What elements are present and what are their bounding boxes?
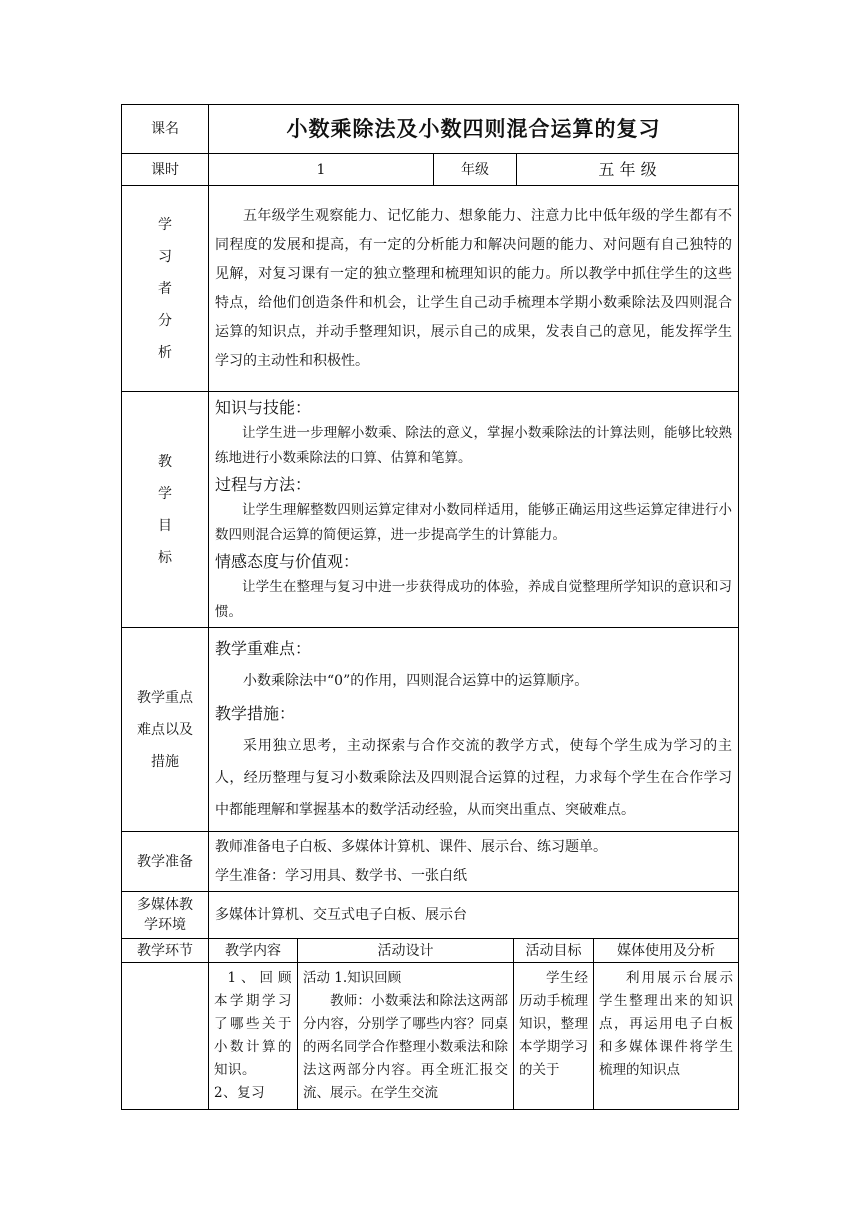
student-preparation: 学生准备：学习用具、数学书、一张白纸	[215, 867, 467, 884]
header-content: 教学内容	[209, 939, 298, 963]
activity-title: 活动 1.知识回顾	[303, 970, 402, 986]
course-label: 课名	[122, 105, 209, 154]
grade-label: 年级	[434, 154, 517, 186]
difficulty-text: 小数乘除法中“0”的作用，四则混合运算中的运算顺序。	[243, 672, 589, 689]
label-char: 学	[158, 485, 172, 502]
header-media: 媒体使用及分析	[594, 939, 739, 963]
process-table	[121, 938, 739, 1110]
activity-cell	[298, 963, 514, 1110]
environment-text: 多媒体计算机、交互式电子白板、展示台	[209, 892, 739, 939]
measures-heading: 教学措施：	[215, 703, 296, 723]
course-title: 小数乘除法及小数四则混合运算的复习	[209, 105, 739, 154]
learner-analysis-text: 五年级学生观察能力、记忆能力、想象能力、注意力比中低年级的学生都有不同程度的发展和提高，有一定的分析能力和解决问题的能力、对问题有自己独特的见解，对复习课有一定的独立整理和梳理知识的能力。所以教学中抓住学生的这些特点，给他们创造条件和机会，让学生自己动手梳理本学期小数乘除法及四则混合运算的知识点，并动手整理知识，展示自己的成果，发表自己的意见，能发挥学生学习的主动性和积极性。	[209, 186, 739, 392]
preparation-label: 教学准备	[122, 832, 209, 892]
objectives-label	[122, 392, 209, 628]
knowledge-text: 让学生进一步理解小数乘、除法的意义，掌握小数乘除法的计算法则，能够比较熟练地进行小数乘除法的口算、估算和笔算。	[215, 425, 732, 466]
goal-cell: 学生经历动手梳理知识，整理本学期学习的关于	[514, 963, 594, 1110]
key-points-label	[122, 628, 209, 832]
label-char: 教	[158, 453, 172, 470]
header-activity: 活动设计	[298, 939, 514, 963]
label-line: 措施	[151, 753, 179, 770]
label-char: 习	[158, 248, 172, 265]
label-line: 难点以及	[137, 721, 193, 738]
stage-cell	[122, 963, 209, 1110]
content-cell: 1、回顾本学期学习了哪些关于小数计算的知识。 2、复习	[209, 963, 298, 1110]
preparation-content	[209, 832, 739, 892]
label-line: 学环境	[144, 917, 186, 933]
difficulty-heading: 教学重难点：	[215, 638, 312, 658]
header-stage: 教学环节	[122, 939, 209, 963]
grade-value: 五 年 级	[517, 154, 739, 186]
learner-analysis-label	[122, 186, 209, 392]
objectives-content	[209, 392, 739, 628]
environment-label	[122, 892, 209, 939]
learner-analysis-row	[122, 186, 739, 392]
label-char: 目	[158, 517, 172, 534]
label-char: 析	[158, 344, 172, 361]
activity-text: 教师：小数乘法和除法这两部分内容，分别学了哪些内容？同桌的两名同学合作整理小数乘法和除法这两部分内容。再全班汇报交流、展示。在学生交流	[303, 993, 508, 1101]
label-line: 教学重点	[137, 689, 193, 706]
teacher-preparation: 教师准备电子白板、多媒体计算机、课件、展示台、练习题单。	[215, 838, 607, 855]
media-cell: 利用展示台展示学生整理出来的知识点，再运用电子白板和多媒体课件将学生梳理的知识点	[594, 963, 739, 1110]
label-char: 标	[158, 549, 172, 566]
attitude-heading: 情感态度与价值观：	[215, 552, 360, 571]
period-label: 课时	[122, 154, 209, 186]
key-points-row	[122, 628, 739, 832]
course-row	[122, 105, 739, 154]
process-header-row	[122, 939, 739, 963]
environment-row	[122, 892, 739, 939]
label-char: 分	[158, 312, 172, 329]
label-char: 者	[158, 280, 172, 297]
period-row	[122, 154, 739, 186]
knowledge-heading: 知识与技能：	[215, 398, 312, 417]
key-points-content	[209, 628, 739, 832]
attitude-text: 让学生在整理与复习中进一步获得成功的体验，养成自觉整理所学知识的意识和习惯。	[215, 579, 732, 620]
period-value: 1	[209, 154, 434, 186]
lesson-plan-table	[121, 104, 738, 1110]
objectives-row	[122, 392, 739, 628]
process-row	[122, 963, 739, 1110]
measures-text: 采用独立思考，主动探索与合作交流的教学方式，使每个学生成为学习的主人，经历整理与复习小数乘除法及四则混合运算的过程，力求每个学生在合作学习中都能理解和掌握基本的数学活动经验，从而突出重点、突破难点。	[215, 737, 732, 818]
label-char: 学	[158, 216, 172, 233]
process-text: 让学生理解整数四则运算定律对小数同样适用，能够正确运用这些运算定律进行小数四则混合运算的简便运算，进一步提高学生的计算能力。	[215, 502, 732, 543]
label-line: 多媒体教	[137, 897, 193, 913]
header-goal: 活动目标	[514, 939, 594, 963]
process-heading: 过程与方法：	[215, 475, 312, 494]
preparation-row	[122, 832, 739, 892]
